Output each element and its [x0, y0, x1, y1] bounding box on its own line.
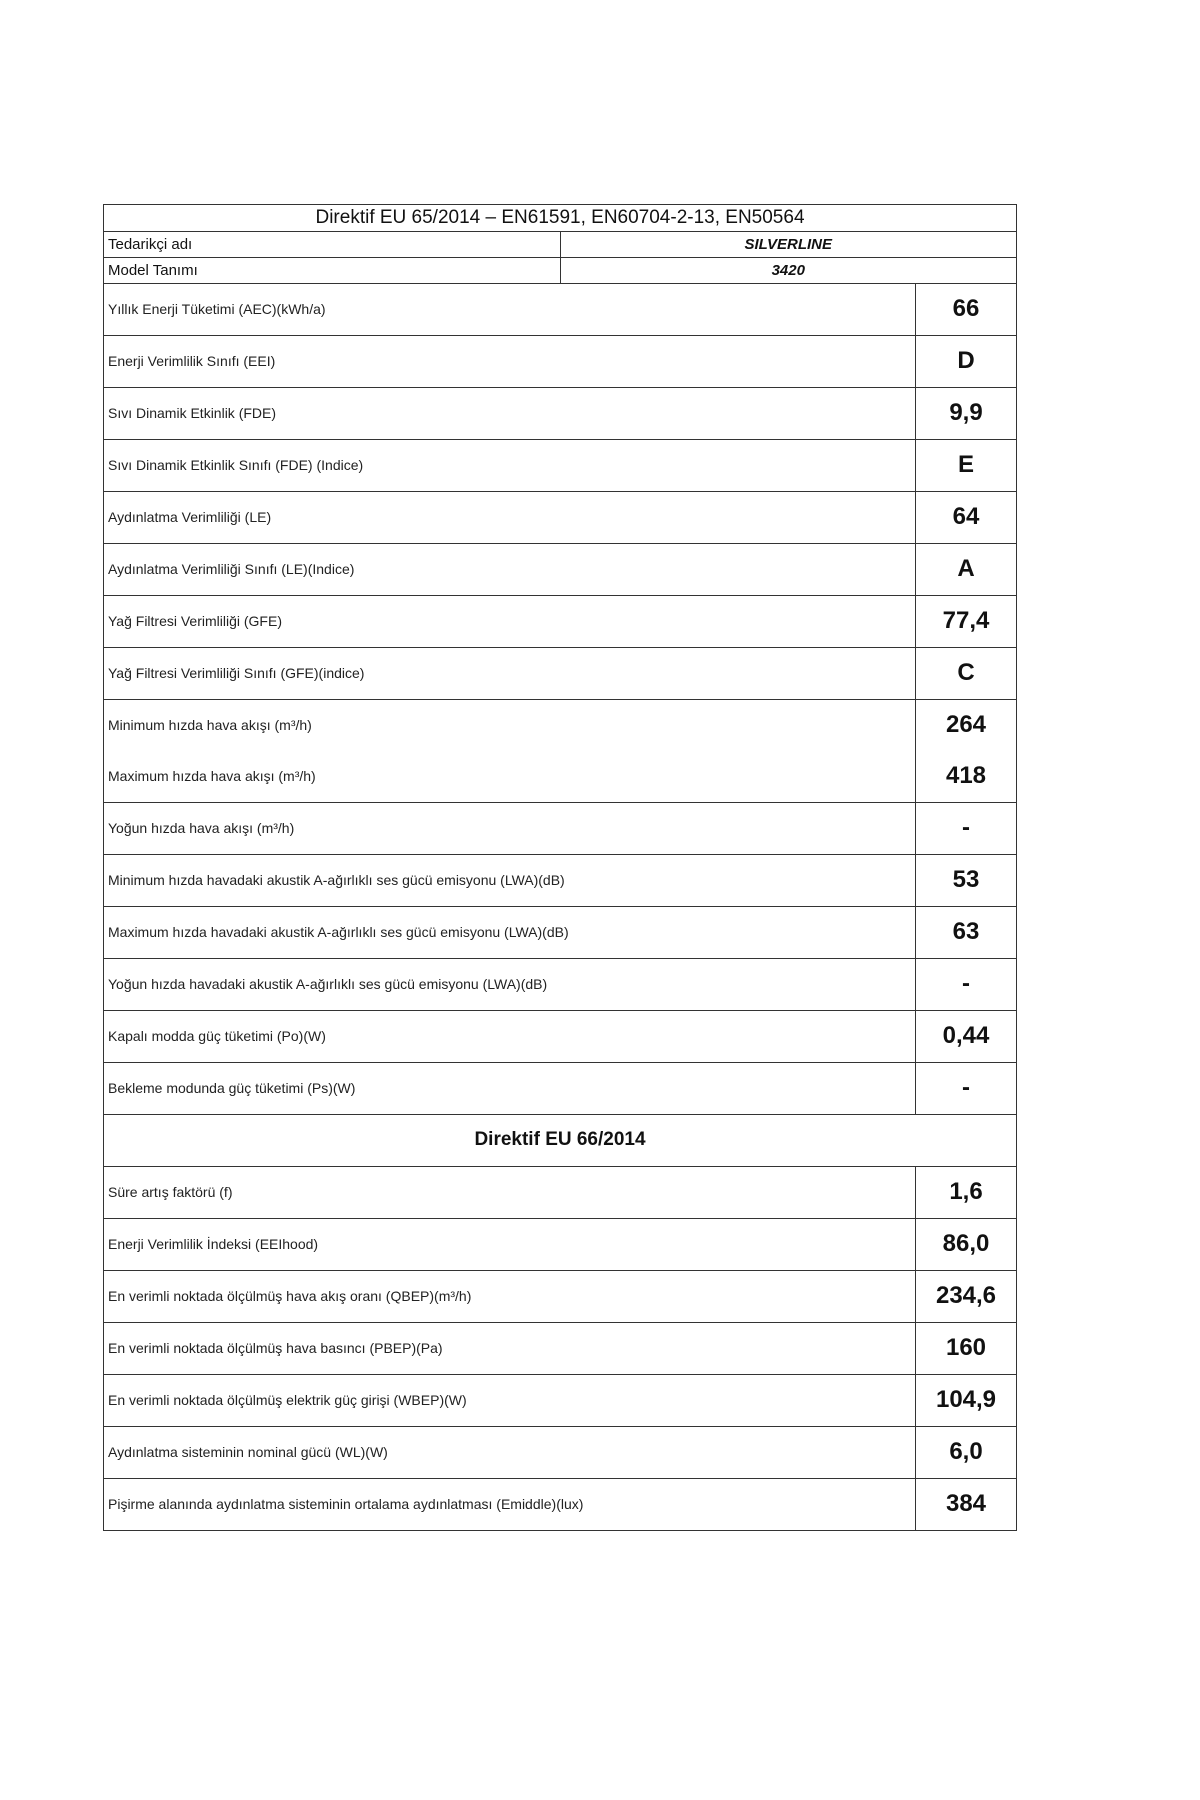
spec-label: Yağ Filtresi Verimliliği (GFE) — [104, 595, 916, 647]
spec-label: Maximum hızda hava akışı (m³/h) — [104, 751, 916, 803]
spec-value: 1,6 — [916, 1166, 1017, 1218]
directive-title: Direktif EU 65/2014 – EN61591, EN60704-2-13, EN50564 — [104, 205, 1017, 232]
spec-value: 234,6 — [916, 1270, 1017, 1322]
table-row — [104, 802, 1017, 854]
spec-label: Kapalı modda güç tüketimi (Po)(W) — [104, 1010, 916, 1062]
spec-value: 160 — [916, 1322, 1017, 1374]
spec-value: 53 — [916, 854, 1017, 906]
spec-label: Aydınlatma sisteminin nominal gücü (WL)(W) — [104, 1426, 916, 1478]
spec-label: Pişirme alanında aydınlatma sisteminin ortalama aydınlatması (Emiddle)(lux) — [104, 1478, 916, 1530]
energy-label-sheet — [103, 204, 1017, 1531]
table-row — [104, 1010, 1017, 1062]
spec-value: 77,4 — [916, 595, 1017, 647]
table-row — [104, 1218, 1017, 1270]
table-row — [104, 1322, 1017, 1374]
table-row — [104, 1426, 1017, 1478]
spec-label: En verimli noktada ölçülmüş hava akış oranı (QBEP)(m³/h) — [104, 1270, 916, 1322]
spec-label: Minimum hızda havadaki akustik A-ağırlıklı ses gücü emisyonu (LWA)(dB) — [104, 854, 916, 906]
table-row — [104, 543, 1017, 595]
table-row — [104, 1166, 1017, 1218]
spec-value: 66 — [916, 283, 1017, 335]
table-row — [104, 1478, 1017, 1530]
spec-value: 6,0 — [916, 1426, 1017, 1478]
table-row — [104, 854, 1017, 906]
table-row — [104, 1062, 1017, 1114]
table-row — [104, 699, 1017, 751]
table-row — [104, 1270, 1017, 1322]
section-title-66: Direktif EU 66/2014 — [104, 1114, 1017, 1166]
table-row — [104, 595, 1017, 647]
spec-value: - — [916, 1062, 1017, 1114]
spec-value: D — [916, 335, 1017, 387]
spec-label: Aydınlatma Verimliliği (LE) — [104, 491, 916, 543]
spec-label: Yağ Filtresi Verimliliği Sınıfı (GFE)(indice) — [104, 647, 916, 699]
spec-label: Yoğun hızda havadaki akustik A-ağırlıklı ses gücü emisyonu (LWA)(dB) — [104, 958, 916, 1010]
model-row — [104, 258, 1017, 284]
spec-value: 104,9 — [916, 1374, 1017, 1426]
table-row — [104, 647, 1017, 699]
spec-label: En verimli noktada ölçülmüş hava basıncı (PBEP)(Pa) — [104, 1322, 916, 1374]
table-row — [104, 387, 1017, 439]
spec-label: Enerji Verimlilik İndeksi (EEIhood) — [104, 1218, 916, 1270]
supplier-value: SILVERLINE — [560, 232, 1017, 258]
spec-label: Aydınlatma Verimliliği Sınıfı (LE)(Indice) — [104, 543, 916, 595]
spec-value: - — [916, 802, 1017, 854]
spec-label: Yıllık Enerji Tüketimi (AEC)(kWh/a) — [104, 283, 916, 335]
spec-label: Yoğun hızda hava akışı (m³/h) — [104, 802, 916, 854]
model-label: Model Tanımı — [104, 258, 561, 284]
spec-value: 264 — [916, 699, 1017, 751]
spec-value: C — [916, 647, 1017, 699]
table-row — [104, 335, 1017, 387]
model-value: 3420 — [560, 258, 1017, 284]
spec-label: Sıvı Dinamik Etkinlik (FDE) — [104, 387, 916, 439]
spec-value: 0,44 — [916, 1010, 1017, 1062]
spec-value: 64 — [916, 491, 1017, 543]
table-row — [104, 283, 1017, 335]
spec-label: Minimum hızda hava akışı (m³/h) — [104, 699, 916, 751]
spec-value: 384 — [916, 1478, 1017, 1530]
table-row — [104, 491, 1017, 543]
table-row — [104, 906, 1017, 958]
table-row — [104, 958, 1017, 1010]
spec-value: 63 — [916, 906, 1017, 958]
spec-label: Maximum hızda havadaki akustik A-ağırlıklı ses gücü emisyonu (LWA)(dB) — [104, 906, 916, 958]
spec-table — [103, 283, 1017, 1531]
spec-label: Sıvı Dinamik Etkinlik Sınıfı (FDE) (Indice) — [104, 439, 916, 491]
spec-value: 9,9 — [916, 387, 1017, 439]
table-row — [104, 1374, 1017, 1426]
supplier-row — [104, 232, 1017, 258]
spec-label: Süre artış faktörü (f) — [104, 1166, 916, 1218]
table-row — [104, 751, 1017, 803]
spec-value: 86,0 — [916, 1218, 1017, 1270]
spec-label: Bekleme modunda güç tüketimi (Ps)(W) — [104, 1062, 916, 1114]
table-row — [104, 439, 1017, 491]
spec-value: - — [916, 958, 1017, 1010]
supplier-label: Tedarikçi adı — [104, 232, 561, 258]
spec-value: 418 — [916, 751, 1017, 803]
spec-value: E — [916, 439, 1017, 491]
spec-value: A — [916, 543, 1017, 595]
spec-label: En verimli noktada ölçülmüş elektrik güç girişi (WBEP)(W) — [104, 1374, 916, 1426]
header-table — [103, 204, 1017, 284]
spec-label: Enerji Verimlilik Sınıfı (EEI) — [104, 335, 916, 387]
